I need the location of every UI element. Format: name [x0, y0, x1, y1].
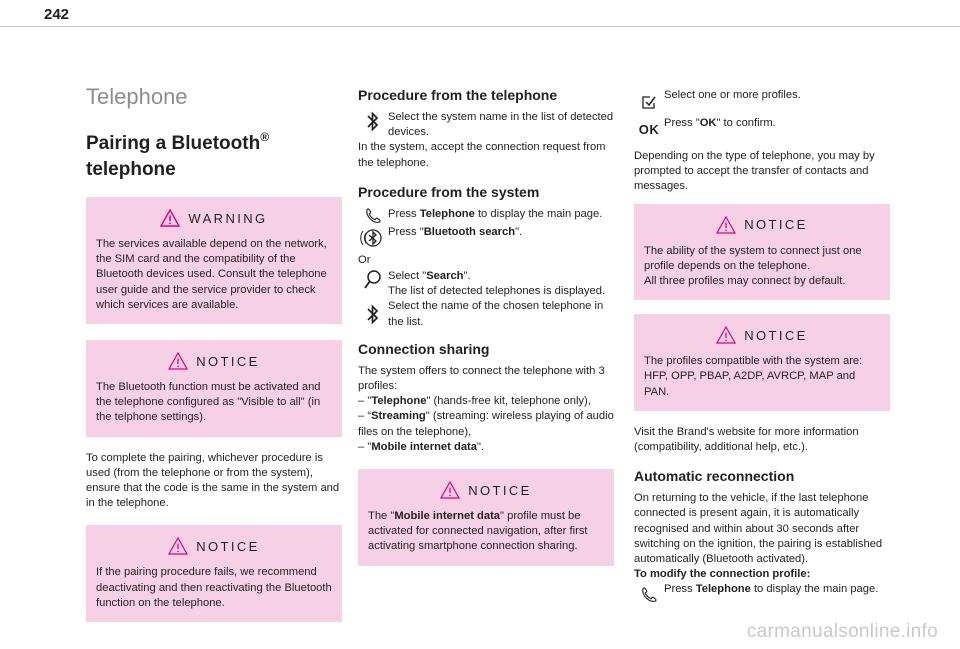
- notice-label: NOTICE: [196, 538, 260, 554]
- checkbox-icon: [641, 94, 657, 110]
- step-icon-cell: [358, 225, 388, 251]
- notice-icon: [168, 537, 188, 555]
- step-icon-cell: [634, 582, 664, 604]
- step-text: [664, 116, 890, 131]
- step-icon-cell: [358, 269, 388, 291]
- step-icon-cell: [358, 110, 388, 134]
- step-text: [388, 225, 614, 240]
- step-text-bold: Search: [426, 270, 464, 283]
- notice-text: If the pairing procedure fails, we recommend deactivating and then reactivating the Bluetooth function on the telephone.: [96, 566, 332, 609]
- step-row: [358, 225, 614, 251]
- step-icon-cell: [634, 116, 664, 137]
- notice-box-profile: [634, 204, 890, 301]
- notice-text: The Bluetooth function must be activated and the telephone configured as "Visible to all" (in the telphone settings).: [96, 381, 321, 424]
- step-text: The list of detected telephones is displayed.: [388, 285, 606, 298]
- notice-text: All three profiles may connect by default.: [644, 275, 846, 288]
- warning-label: WARNING: [188, 210, 268, 226]
- notice-label: NOTICE: [196, 353, 260, 369]
- step-row: [358, 299, 614, 329]
- sharing-heading: Connection sharing: [358, 340, 490, 357]
- warning-box: [86, 197, 342, 324]
- bluetooth-icon: [366, 303, 380, 327]
- step-text-pre: Select ": [388, 270, 427, 283]
- pairing-heading-tail: telephone: [86, 159, 176, 180]
- proc-phone-heading: Procedure from the telephone: [358, 87, 558, 103]
- telephone-handset-icon: [364, 207, 382, 225]
- step-text: Select the system name in the list of detected devices.: [388, 111, 614, 139]
- proc-system-heading: Procedure from the system: [358, 183, 540, 200]
- step-row: [634, 582, 890, 604]
- step-text-bold: Bluetooth search: [423, 225, 516, 238]
- step-row: [634, 116, 890, 137]
- list-item-post: " (streaming: wireless playing of audio files on the telephone),: [358, 410, 614, 438]
- warning-header: [96, 205, 332, 231]
- warning-text: The services available depend on the network, the SIM card and the compatibility of the Bluetooth devices used. Consult the telephone user guide and the service provider to check which services are available.: [96, 238, 327, 311]
- step-text: [664, 582, 890, 597]
- step-text: Select one or more profiles.: [664, 89, 801, 101]
- transfer-paragraph: Depending on the type of telephone, you may by prompted to accept the transfer of contacts and messages.: [634, 150, 875, 193]
- proc-phone-step2: In the system, accept the connection request from the telephone.: [358, 141, 606, 169]
- step-text: Select the name of the chosen telephone in the list.: [388, 300, 604, 328]
- notice-header: [96, 533, 332, 559]
- step-text-bold: Telephone: [695, 583, 751, 596]
- notice-header: [368, 477, 604, 503]
- step-row: [634, 88, 890, 110]
- step-text-bold: OK: [699, 117, 717, 129]
- step-row: [358, 269, 614, 299]
- step-row: [358, 110, 614, 140]
- step-text-bold: Telephone: [419, 207, 475, 220]
- section-title: Telephone: [86, 84, 188, 109]
- notice-icon: [716, 216, 736, 234]
- step-icon-cell: [358, 299, 388, 327]
- notice-box-pairing-fails: [86, 525, 342, 622]
- pairing-heading: [86, 124, 342, 183]
- notice-text-post: " profile must be activated for connected navigation, after first activating smartphone connection sharing.: [368, 510, 588, 553]
- list-item: [358, 440, 614, 455]
- notice-label: NOTICE: [744, 217, 808, 233]
- notice-header: [644, 322, 880, 348]
- ok-icon: OK: [638, 122, 660, 137]
- list-item-bold: Mobile internet data: [371, 440, 477, 453]
- step-text-post: to display the main page.: [474, 207, 603, 220]
- step-text-post: ".: [463, 270, 471, 283]
- step-text-pre: Press: [388, 207, 420, 220]
- column-3: [634, 88, 890, 608]
- list-item-pre: – ": [358, 395, 372, 408]
- notice-label: NOTICE: [744, 327, 808, 343]
- step-text-post: ".: [515, 225, 523, 238]
- notice-box-bluetooth: [86, 340, 342, 437]
- pairing-heading-main: Pairing a Bluetooth: [86, 133, 261, 154]
- notice-text-pre: The ": [368, 510, 395, 523]
- step-text-pre: Press: [664, 583, 696, 596]
- notice-text: The ability of the system to connect just one profile depends on the telephone.: [644, 244, 862, 272]
- sharing-intro: The system offers to connect the telephone with 3 profiles:: [358, 364, 605, 393]
- pairing-code-paragraph: To complete the pairing, whichever procedure is used (from the telephone or from the system), ensure that the code is the same in the system and in the telephone.: [86, 451, 340, 510]
- telephone-handset-icon: [640, 586, 658, 604]
- watermark: carmanualsonline.info: [746, 621, 938, 642]
- column-2: [358, 86, 614, 580]
- list-item-post: ".: [476, 440, 485, 453]
- notice-icon: [716, 326, 736, 344]
- list-item-pre: – “: [358, 410, 372, 423]
- step-text-pre: Press ": [388, 225, 424, 238]
- list-item: [358, 409, 614, 439]
- column-1: [86, 84, 342, 636]
- step-text-pre: Press ": [664, 117, 700, 129]
- step-text: [388, 207, 614, 222]
- list-item-pre: – ": [358, 440, 372, 453]
- step-text: [388, 269, 614, 299]
- step-icon-cell: [634, 88, 664, 110]
- notice-box-mobile-data: [358, 469, 614, 566]
- notice-text: The profiles compatible with the system are: HFP, OPP, PBAP, A2DP, AVRCP, MAP and PAN.: [644, 355, 863, 398]
- notice-text-bold: Mobile internet data: [394, 510, 501, 523]
- bluetooth-icon: [366, 110, 380, 134]
- step-row: [358, 207, 614, 225]
- list-item-bold: Streaming: [371, 410, 426, 423]
- search-icon: [363, 269, 383, 291]
- list-item-bold: Telephone: [371, 395, 427, 408]
- notice-header: [644, 212, 880, 238]
- website-paragraph: Visit the Brand's website for more information (compatibility, additional help, etc.).: [634, 425, 859, 454]
- list-item-post: " (hands-free kit, telephone only),: [426, 395, 591, 408]
- step-icon-cell: [358, 207, 388, 225]
- page-number: 242: [44, 6, 70, 23]
- reconnect-heading: Automatic reconnection: [634, 468, 795, 485]
- notice-text: [368, 509, 604, 555]
- modify-label: To modify the connection profile:: [634, 568, 811, 581]
- notice-icon: [168, 352, 188, 370]
- warning-icon: [160, 209, 180, 227]
- registered-mark: ®: [260, 130, 270, 144]
- reconnect-text: On returning to the vehicle, if the last telephone connected is present again, it is automatically recognised and within about 30 seconds after switching on the ignition, the pairing is established automatically (Bluetooth activated).: [634, 492, 883, 566]
- list-item: [358, 394, 614, 409]
- step-text-post: " to confirm.: [716, 117, 776, 129]
- or-label: Or: [358, 253, 371, 266]
- notice-box-compatible: [634, 314, 890, 411]
- header-rule: [0, 26, 960, 27]
- notice-header: [96, 348, 332, 374]
- notice-label: NOTICE: [468, 482, 532, 498]
- step-text-post: to display the main page.: [750, 583, 879, 596]
- bluetooth-search-icon: [360, 225, 386, 251]
- notice-icon: [440, 481, 460, 499]
